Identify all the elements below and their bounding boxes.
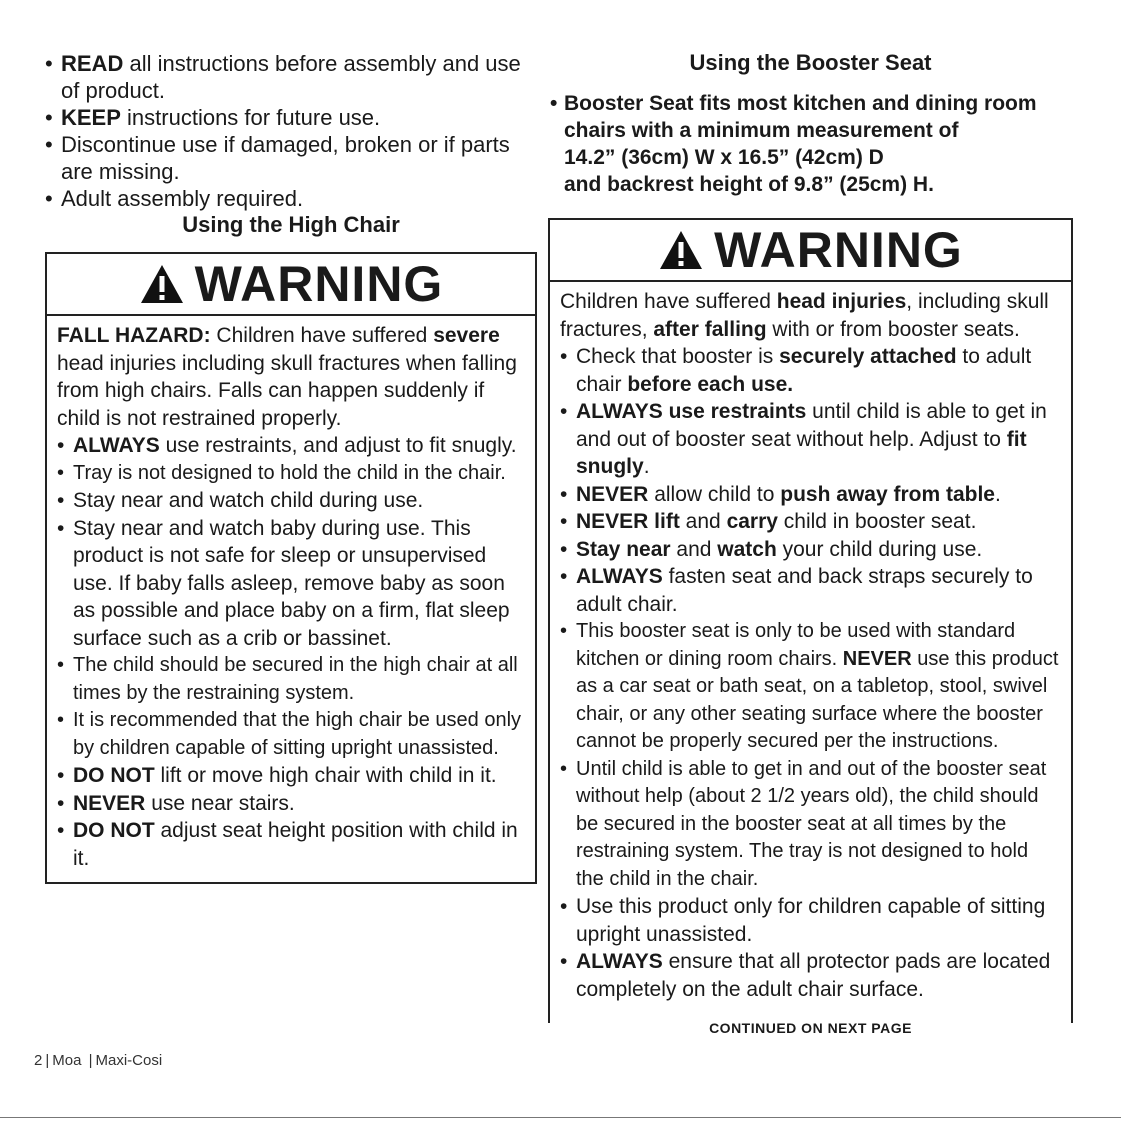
list-item: • Stay near and watch baby during use. This product is not safe for sleep or unsupervised use. If baby falls asleep, remove baby as soon as possible and place baby on a firm, flat sleep surface such as a crib or bassinet. — [57, 515, 525, 653]
list-item: • The child should be secured in the high chair at all times by the restraining system. — [57, 652, 525, 707]
list-item: • KEEP instructions for future use. — [45, 104, 537, 131]
head-injury-text: Children have suffered head injuries, including skull fractures, after falling with or from booster seats. — [560, 290, 1049, 341]
warning-header — [47, 254, 535, 316]
intro-list — [45, 50, 537, 212]
list-item: • NEVER allow child to push away from table. — [560, 481, 1061, 509]
booster-warning-body — [550, 282, 1071, 1053]
warning-title: WARNING — [194, 256, 444, 312]
product-name: Moa — [52, 1052, 82, 1069]
list-item: • NEVER lift and carry child in booster seat. — [560, 508, 1061, 536]
list-item: • Stay near and watch your child during use. — [560, 536, 1061, 564]
bottom-rule — [0, 1117, 1121, 1118]
list-item: • Tray is not designed to hold the child in the chair. — [57, 460, 525, 488]
list-item: • ALWAYS use restraints, and adjust to fit snugly. — [57, 432, 525, 460]
list-item: • DO NOT lift or move high chair with child in it. — [57, 762, 525, 790]
list-item: • Adult assembly required. — [45, 185, 537, 212]
list-item: • ALWAYS fasten seat and back straps securely to adult chair. — [560, 563, 1061, 618]
list-item: • Use this product only for children capable of sitting upright unassisted. — [560, 893, 1061, 948]
left-column — [45, 50, 537, 884]
list-item: • READ all instructions before assembly and use of product. — [45, 50, 537, 104]
warning-triangle-icon — [658, 229, 704, 271]
page-footer: 2 | Moa | Maxi-Cosi — [34, 1052, 163, 1069]
high-chair-warning-box — [45, 252, 537, 884]
high-chair-bullets — [57, 432, 525, 872]
booster-warning-box — [548, 218, 1073, 1036]
brand-name: Maxi-Cosi — [95, 1052, 163, 1069]
warning-header — [550, 220, 1071, 282]
booster-bullets — [560, 343, 1061, 1003]
list-item: • ALWAYS use restraints until child is able to get in and out of booster seat without help. Adjust to fit snugly. — [560, 398, 1061, 481]
warning-title: WARNING — [714, 222, 963, 278]
list-item: • Until child is able to get in and out of the booster seat without help (about 2 1/2 years old), the child should be secured in the booster seat at all times by the restraining system. The tray is not designed to hold the child in the chair. — [560, 756, 1061, 894]
page-number: 2 — [34, 1052, 43, 1069]
list-item: • It is recommended that the high chair be used only by children capable of sitting upright unassisted. — [57, 707, 525, 762]
booster-heading: Using the Booster Seat — [689, 50, 932, 75]
list-item: • This booster seat is only to be used with standard kitchen or dining room chairs. NEVER use this product as a car seat or bath seat, on a tabletop, stool, swivel chair, or any other seating surface where the booster cannot be properly secured per the instructions. — [560, 618, 1061, 756]
fall-hazard-text: FALL HAZARD: Children have suffered severe head injuries including skull fractures when falling from high chairs. Falls can happen suddenly if child is not restrained properly. — [57, 324, 517, 430]
continued-note: CONTINUED ON NEXT PAGE — [709, 1020, 912, 1036]
high-chair-warning-body — [47, 316, 535, 882]
high-chair-heading: Using the High Chair — [182, 212, 400, 237]
list-item: • DO NOT adjust seat height position with child in it. — [57, 817, 525, 872]
right-column — [548, 50, 1073, 1036]
list-item: • Stay near and watch child during use. — [57, 487, 525, 515]
list-item: • Check that booster is securely attached to adult chair before each use. — [560, 343, 1061, 398]
list-item: • ALWAYS ensure that all protector pads are located completely on the adult chair surface. — [560, 948, 1061, 1003]
booster-fit-text: • Booster Seat fits most kitchen and dining room chairs with a minimum measurement of 14.2” (36cm) W x 16.5” (42cm) D and backrest height of 9.8” (25cm) H. — [548, 90, 1073, 198]
list-item: • Discontinue use if damaged, broken or if parts are missing. — [45, 131, 537, 185]
warning-triangle-icon — [139, 263, 185, 305]
list-item: • NEVER use near stairs. — [57, 790, 525, 818]
